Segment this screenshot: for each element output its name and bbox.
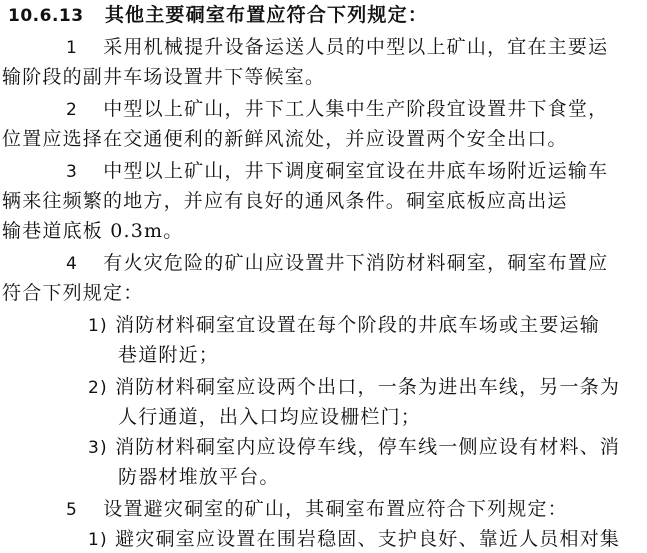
item-3-text-3: 输巷道底板 0.3m。	[2, 220, 184, 242]
subitem-2-text-1: 消防材料硐室应设两个出口，一条为进出车线，另一条为	[115, 376, 621, 398]
subitem-3-line-2	[118, 464, 280, 490]
subitem-1-text-1: 消防材料硐室宜设置在每个阶段的井底车场或主要运输	[115, 314, 600, 336]
subitem-1-text-2: 巷道附近；	[118, 344, 220, 366]
item-3-number: 3	[66, 162, 79, 182]
item-3-line-1	[66, 158, 608, 185]
section-heading	[8, 2, 428, 29]
item-1-text-2: 输阶段的副井车场设置井下等候室。	[2, 66, 326, 88]
item-5-text-1: 设置避灾硐室的矿山，其硐室布置应符合下列规定：	[103, 498, 568, 520]
item-1-text-1: 采用机械提升设备运送人员的中型以上矿山，宜在主要运	[103, 36, 609, 58]
section-number: 10.6.13	[8, 6, 84, 26]
subitem-3-text-1: 消防材料硐室内应设停车线，停车线一侧应设有材料、消	[115, 436, 621, 458]
subitem-3-number: 3)	[88, 438, 108, 458]
item-2-line-2	[2, 126, 568, 152]
subitem-1-number: 1)	[88, 316, 108, 336]
subitem-2-line-2	[118, 404, 421, 430]
item-2-line-1	[66, 96, 608, 123]
item-2-text-1: 中型以上矿山，井下工人集中生产阶段宜设置井下食堂，	[103, 98, 609, 120]
item-3-text-2: 辆来往频繁的地方，并应有良好的通风条件。硐室底板应高出运	[2, 190, 568, 212]
item-4-text-1: 有火灾危险的矿山应设置井下消防材料硐室，硐室布置应	[103, 252, 609, 274]
subitem-1-line-2	[118, 342, 219, 368]
item-5-subitem-1-line-1	[88, 526, 620, 553]
item-2-text-2: 位置应选择在交通便利的新鲜风流处，并应设置两个安全出口。	[2, 128, 568, 150]
subitem-1-line-1	[88, 312, 600, 339]
item-5-subitem-1-number: 1)	[88, 530, 108, 550]
item-4-line-2	[2, 280, 143, 306]
item-1-line-2	[2, 64, 325, 90]
item-2-number: 2	[66, 100, 79, 120]
item-4-text-2: 符合下列规定：	[2, 282, 144, 304]
subitem-3-line-1	[88, 434, 620, 461]
item-1-line-1	[66, 34, 608, 61]
subitem-2-text-2: 人行通道，出入口均应设栅栏门；	[118, 406, 422, 428]
item-3-line-2	[2, 188, 568, 214]
item-5-subitem-1-text-1: 避灾硐室应设置在围岩稳固、支护良好、靠近人员相对集	[115, 528, 621, 550]
item-4-line-1	[66, 250, 608, 277]
item-3-line-3	[2, 218, 183, 244]
subitem-3-text-2: 防器材堆放平台。	[118, 466, 280, 488]
subitem-2-number: 2)	[88, 378, 108, 398]
section-title: 其他主要硐室布置应符合下列规定：	[104, 4, 429, 26]
subitem-2-line-1	[88, 374, 620, 401]
item-4-number: 4	[66, 254, 79, 274]
item-1-number: 1	[66, 38, 79, 58]
item-5-number: 5	[66, 500, 79, 520]
item-5-line-1	[66, 496, 568, 523]
item-3-text-1: 中型以上矿山，井下调度硐室宜设在井底车场附近运输车	[103, 160, 609, 182]
